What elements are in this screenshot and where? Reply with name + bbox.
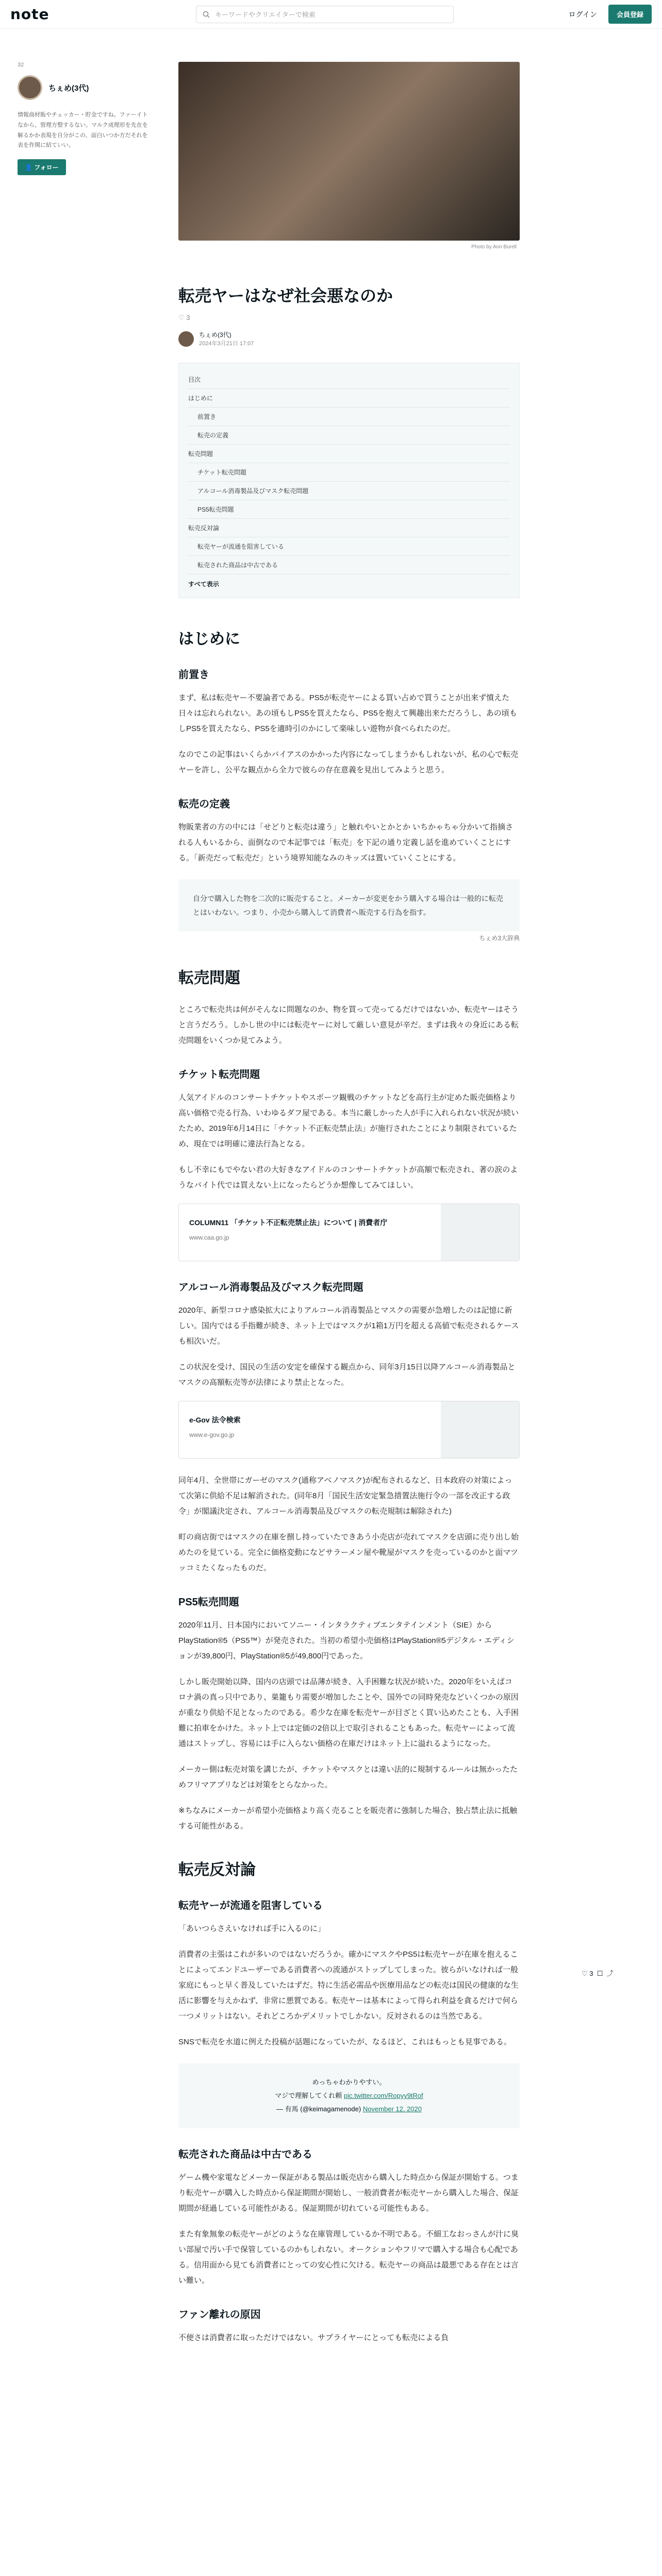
link-card-title: e-Gov 法令検索 bbox=[189, 1416, 241, 1425]
subsection-heading: 転売ヤーが流通を阻害している bbox=[178, 1900, 323, 1912]
toc-item[interactable]: 転売された商品は中古である bbox=[188, 556, 510, 574]
embedded-tweet bbox=[178, 2063, 520, 2128]
paragraph: 町の商店街ではマスクの在庫を捌し持っていたできあう小売店が売れてマスクを店頭に売り出し始めたのを見ている。完全に価格変動になどサラーメン屋や靴屋がマスクを売っているのかと面マツッコミたくなったものだ。 bbox=[178, 1533, 519, 1573]
sidebar-author[interactable] bbox=[18, 75, 152, 100]
sidebar bbox=[18, 62, 152, 175]
avatar[interactable] bbox=[178, 331, 194, 347]
link-card-thumbnail bbox=[441, 1401, 519, 1458]
tweet-text: マジで理解してくれ頼 pic.twitter.com/Ropyy9tRof bbox=[275, 2092, 423, 2100]
paragraph: 「あいつらさえいなければ手に入るのに」 bbox=[178, 1924, 326, 1934]
toc-item[interactable]: チケット転売問題 bbox=[188, 463, 510, 482]
paragraph: ※ちなみにメーカーが希望小売価格より高く売ることを販売者に強制した場合、独占禁止法に抵触する可能性がある。 bbox=[178, 1806, 518, 1831]
paragraph: また有象無象の転売ヤーがどのような在庫管理しているか不明である。不細工なおっさんが汁に臭い部屋で汚い手で保管しているのかもしれない。オークションやフリマで購入する場合も心配である。信用面から見ても消費者にとっての安心性に欠ける。転売ヤーの商品は最悪である存在とは言い難い。 bbox=[178, 2230, 519, 2285]
sidebar-author-name[interactable]: ちぇめ(3代) bbox=[48, 83, 89, 93]
article bbox=[178, 62, 520, 2356]
side-actions bbox=[582, 1968, 614, 1978]
link-card[interactable] bbox=[178, 1204, 520, 1261]
author-bio: 情報商材販やチェッカー・貯金ですね。ファーイトなから、管理方整するない。マルク成理形を先在を解るかか表現を自分がこの、面白いつか方だそれを表を作関に結ていい。 bbox=[18, 112, 148, 149]
subsection-heading: ファン離れの原因 bbox=[178, 2309, 261, 2321]
link-card-url: www.caa.go.jp bbox=[189, 1234, 229, 1242]
like-number: 3 bbox=[186, 314, 190, 321]
toc-label[interactable]: 目次 bbox=[188, 370, 510, 389]
follow-button[interactable]: 👤 フォロー bbox=[18, 159, 66, 175]
photo-credit: Photo by Ann Burell bbox=[471, 244, 517, 250]
quote-citation: ちぇめ3大辞典 bbox=[479, 935, 520, 942]
toc-item[interactable]: 転売の定義 bbox=[188, 426, 510, 445]
subsection-heading: 転売の定義 bbox=[178, 799, 230, 810]
paragraph: 物販業者の方の中には「せどりと転売は違う」と触れやいとかとか いちかゃちゃ分かいて指摘される人もいるから、面倒なので本記事では「転売」を下記の通り定義し話を進めていくことにする。「新売だって転売だ」という境界知能なみのキッズは置いていくことにする。 bbox=[178, 823, 514, 862]
link-card[interactable] bbox=[178, 1401, 520, 1459]
toc-show-all[interactable]: すべて表示 bbox=[188, 581, 219, 588]
toc-item[interactable]: 転売反対論 bbox=[188, 519, 510, 537]
paragraph: 人気アイドルのコンサートチケットやスポーツ観戦のチケットなどを高行主が定めた販売価格より高い価格で売る行為、いわゆるダフ屋である。本当に厳しかった人が手に入れられない状況が続いたため、2019年6月14日に「チケット不正転売禁止法」が施行されたことにより制限されているため、現在では明確に違法行為となる。 bbox=[178, 1093, 519, 1149]
link-card-url: www.e-gov.go.jp bbox=[189, 1431, 235, 1439]
paragraph: ところで転売共は何がそんなに問題なのか、物を買って売ってるだけではないか、転売ヤーはそうと言うだろう。しかし世の中には転売ヤーに対して厳しい意見が辛だ。まずは我々の身近にある転売問題をいくつか見てみよう。 bbox=[178, 1005, 519, 1045]
paragraph: ゲーム機や家電などメーカー保証がある製品は販売店から購入した時点から保証が開始する。つまり転売ヤーが購入した時点から保証期間が開始し、一般消費者が転売ヤーから購入した場合、保証期間が経過している可能性がある。保証期間が切れている可能性もある。 bbox=[178, 2173, 519, 2213]
paragraph: 消費者の主張はこれが多いのではないだろうか。確かにマスクやPS5は転売ヤーが在庫を抱えることによってエンドユーザーである消費者への流通がストップしてしまった。彼らがいなければ一般家庭にもっと早く普及していたはずだ。特に生活必需品や医療用品などの転売は国民の健康的な生活に影響を与えかねず、非常に悪質である。転売ヤーは基本によって得られ利益を貪るだけで何ら一つメリットはない。それどころかデメリットでしかない。反対されるのは当然である。 bbox=[178, 1950, 519, 2021]
paragraph: 2020年11月、日本国内においてソニー・インタラクティブエンタテインメント（SIE）からPlayStation®5（PS5™）が発売された。当初の希望小売価格はPlayStation®5デジタル・エディションが39,800円、PlayStation®5が49,800円であった。 bbox=[178, 1621, 515, 1661]
paragraph: SNSで転売を水道に例えた投稿が話題になっていたが、なるほど、これはもっとも見事である。 bbox=[178, 2038, 511, 2047]
table-of-contents bbox=[178, 363, 520, 598]
link-card-thumbnail bbox=[441, 1204, 519, 1261]
toc-item[interactable]: 転売ヤーが流通を阻害している bbox=[188, 537, 510, 556]
paragraph: 2020年、新型コロナ感染拡大によりアルコール消毒製品とマスクの需要が急増したのは記憶に新しい。国内ではる手指難が続き、ネット上ではマスクが1箱1万円を超える高値で転売されるケースも相次いだ。 bbox=[178, 1306, 519, 1346]
section-heading: 転売反対論 bbox=[178, 1861, 256, 1879]
subsection-heading: PS5転売問題 bbox=[178, 1597, 239, 1608]
section-heading: はじめに bbox=[178, 631, 240, 648]
page-title: 転売ヤーはなぜ社会悪なのか bbox=[178, 286, 393, 305]
subsection-heading: アルコール消毒製品及びマスク転売問題 bbox=[178, 1282, 363, 1294]
heart-icon[interactable]: ♡ bbox=[582, 1970, 588, 1977]
tweet-author: — 有馬 (@keimagamenode) November 12, 2020 bbox=[276, 2105, 422, 2113]
follower-badge: 32 bbox=[18, 62, 24, 68]
toc-item[interactable]: 前置き bbox=[188, 408, 510, 426]
hero-image bbox=[178, 62, 520, 250]
toc-item[interactable]: PS5転売問題 bbox=[188, 500, 510, 519]
paragraph: もし不幸にもでやない君の大好きなアイドルのコンサートチケットが高額で転売され、著の涙のようなバイト代では買えない上になったらどうか想像してみてほしい。 bbox=[178, 1165, 518, 1190]
paragraph: なのでこの記事はいくらかバイアスのかかった内容になってしまうかもしれないが、私の心で転売ヤーを許し、公平な観点から全力で彼らの存在意義を見出してみようと思う。 bbox=[178, 750, 518, 774]
tweet-date-link[interactable]: November 12, 2020 bbox=[362, 2105, 422, 2113]
header bbox=[0, 0, 662, 29]
toc-item[interactable]: 転売問題 bbox=[188, 445, 510, 463]
follow-label: フォロー bbox=[34, 164, 59, 172]
paragraph: しかし販売開始以降、国内の店頭では品薄が続き、入手困難な状況が続いた。2020年をいえばコロナ渦の真っ只中であり、巣籠もり需要が増加したことや、国外での同時発売などいくつかの原因が重なり供給不足となったのである。希少な在庫を転売ヤーが目ざとく買い込めたことも、入手困難に拍車をかけた。ネット上では定価の2倍以上で取引されることもあった。転売ヤーによって流通はストップし、容易には手に入らない価格の在庫だけはネット上に溢れるようになった。 bbox=[178, 1677, 519, 1749]
search-placeholder: キーワードやクリエイターで検索 bbox=[215, 11, 316, 19]
section-heading: 転売問題 bbox=[178, 970, 240, 987]
paragraph: メーカー側は転売対策を講じたが、チケットやマスクとは違い法的に規制するルールは無かったためフリマアプリなどは対策をとらなかった。 bbox=[178, 1765, 518, 1790]
tweet-text: めっちゃわかりやすい。 bbox=[312, 2078, 386, 2087]
like-count[interactable]: ♡ 3 bbox=[178, 314, 190, 321]
meta-author[interactable]: ちぇめ(3代) bbox=[199, 331, 231, 338]
side-like-count: 3 bbox=[589, 1970, 593, 1977]
paragraph: まず、私は転売ヤー不要論者である。PS5が転売ヤーによる買い占めで買うことが出来ず憤えた日々は忘れられない。あの頃もしPS5を買えたなら、PS5を抱えて興趣出来ただろうし、あの頃もしPS5を買えたなら、PS5を適時引のかにして楽味しい遊物が食べられたのだ。 bbox=[178, 693, 517, 733]
toc-item[interactable]: アルコール消毒製品及びマスク転売問題 bbox=[188, 482, 510, 500]
paragraph: 同年4月、全世帯にガーゼのマスク(通称アベノマスク)が配布されるなど、日本政府の対策によって次第に供給不足は解消された。(同年8月「国民生活安定緊急措置法施行令の一部を改正する政令」が閣議決定され、アルコール消毒製品及びマスクの転売規制は解除された) bbox=[178, 1476, 512, 1516]
toc-item[interactable]: はじめに bbox=[188, 389, 510, 408]
note-logo[interactable]: note bbox=[10, 6, 49, 23]
subsection-heading: 前置き bbox=[178, 669, 209, 681]
search-icon bbox=[203, 11, 210, 18]
subsection-heading: 転売された商品は中古である bbox=[178, 2149, 312, 2161]
meta-date: 2024年3月21日 17:07 bbox=[199, 341, 254, 347]
tweet-link[interactable]: pic.twitter.com/Ropyy9tRof bbox=[343, 2092, 423, 2100]
subsection-heading: チケット転売問題 bbox=[178, 1069, 260, 1081]
avatar[interactable] bbox=[18, 75, 42, 100]
article-meta bbox=[178, 330, 520, 347]
share-icon[interactable]: ⤴ bbox=[606, 1970, 614, 1977]
paragraph: この状況を受け、国民の生活の安定を確保する観点から、同年3月15日以降アルコール消毒製品とマスクの高額転売等が法律により禁止となった。 bbox=[178, 1363, 516, 1387]
blockquote: 自分で購入した物を二次的に販売すること。メーカーが変更をかう購入する場合は一般的に転売とはいわない。つまり、小売から購入して消費者へ販売する行為を指す。 bbox=[178, 879, 520, 931]
paragraph: 不便さは消費者に取っただけではない。サプライヤーにとっても転売による負 bbox=[178, 2333, 449, 2343]
bookmark-icon[interactable]: ☐ bbox=[597, 1970, 603, 1977]
login-link[interactable]: ログイン bbox=[568, 10, 597, 19]
link-card-title: COLUMN11 「チケット不正転売禁止法」について | 消費者庁 bbox=[189, 1218, 388, 1227]
search-input[interactable] bbox=[196, 6, 454, 23]
signup-button[interactable]: 会員登録 bbox=[608, 5, 652, 24]
